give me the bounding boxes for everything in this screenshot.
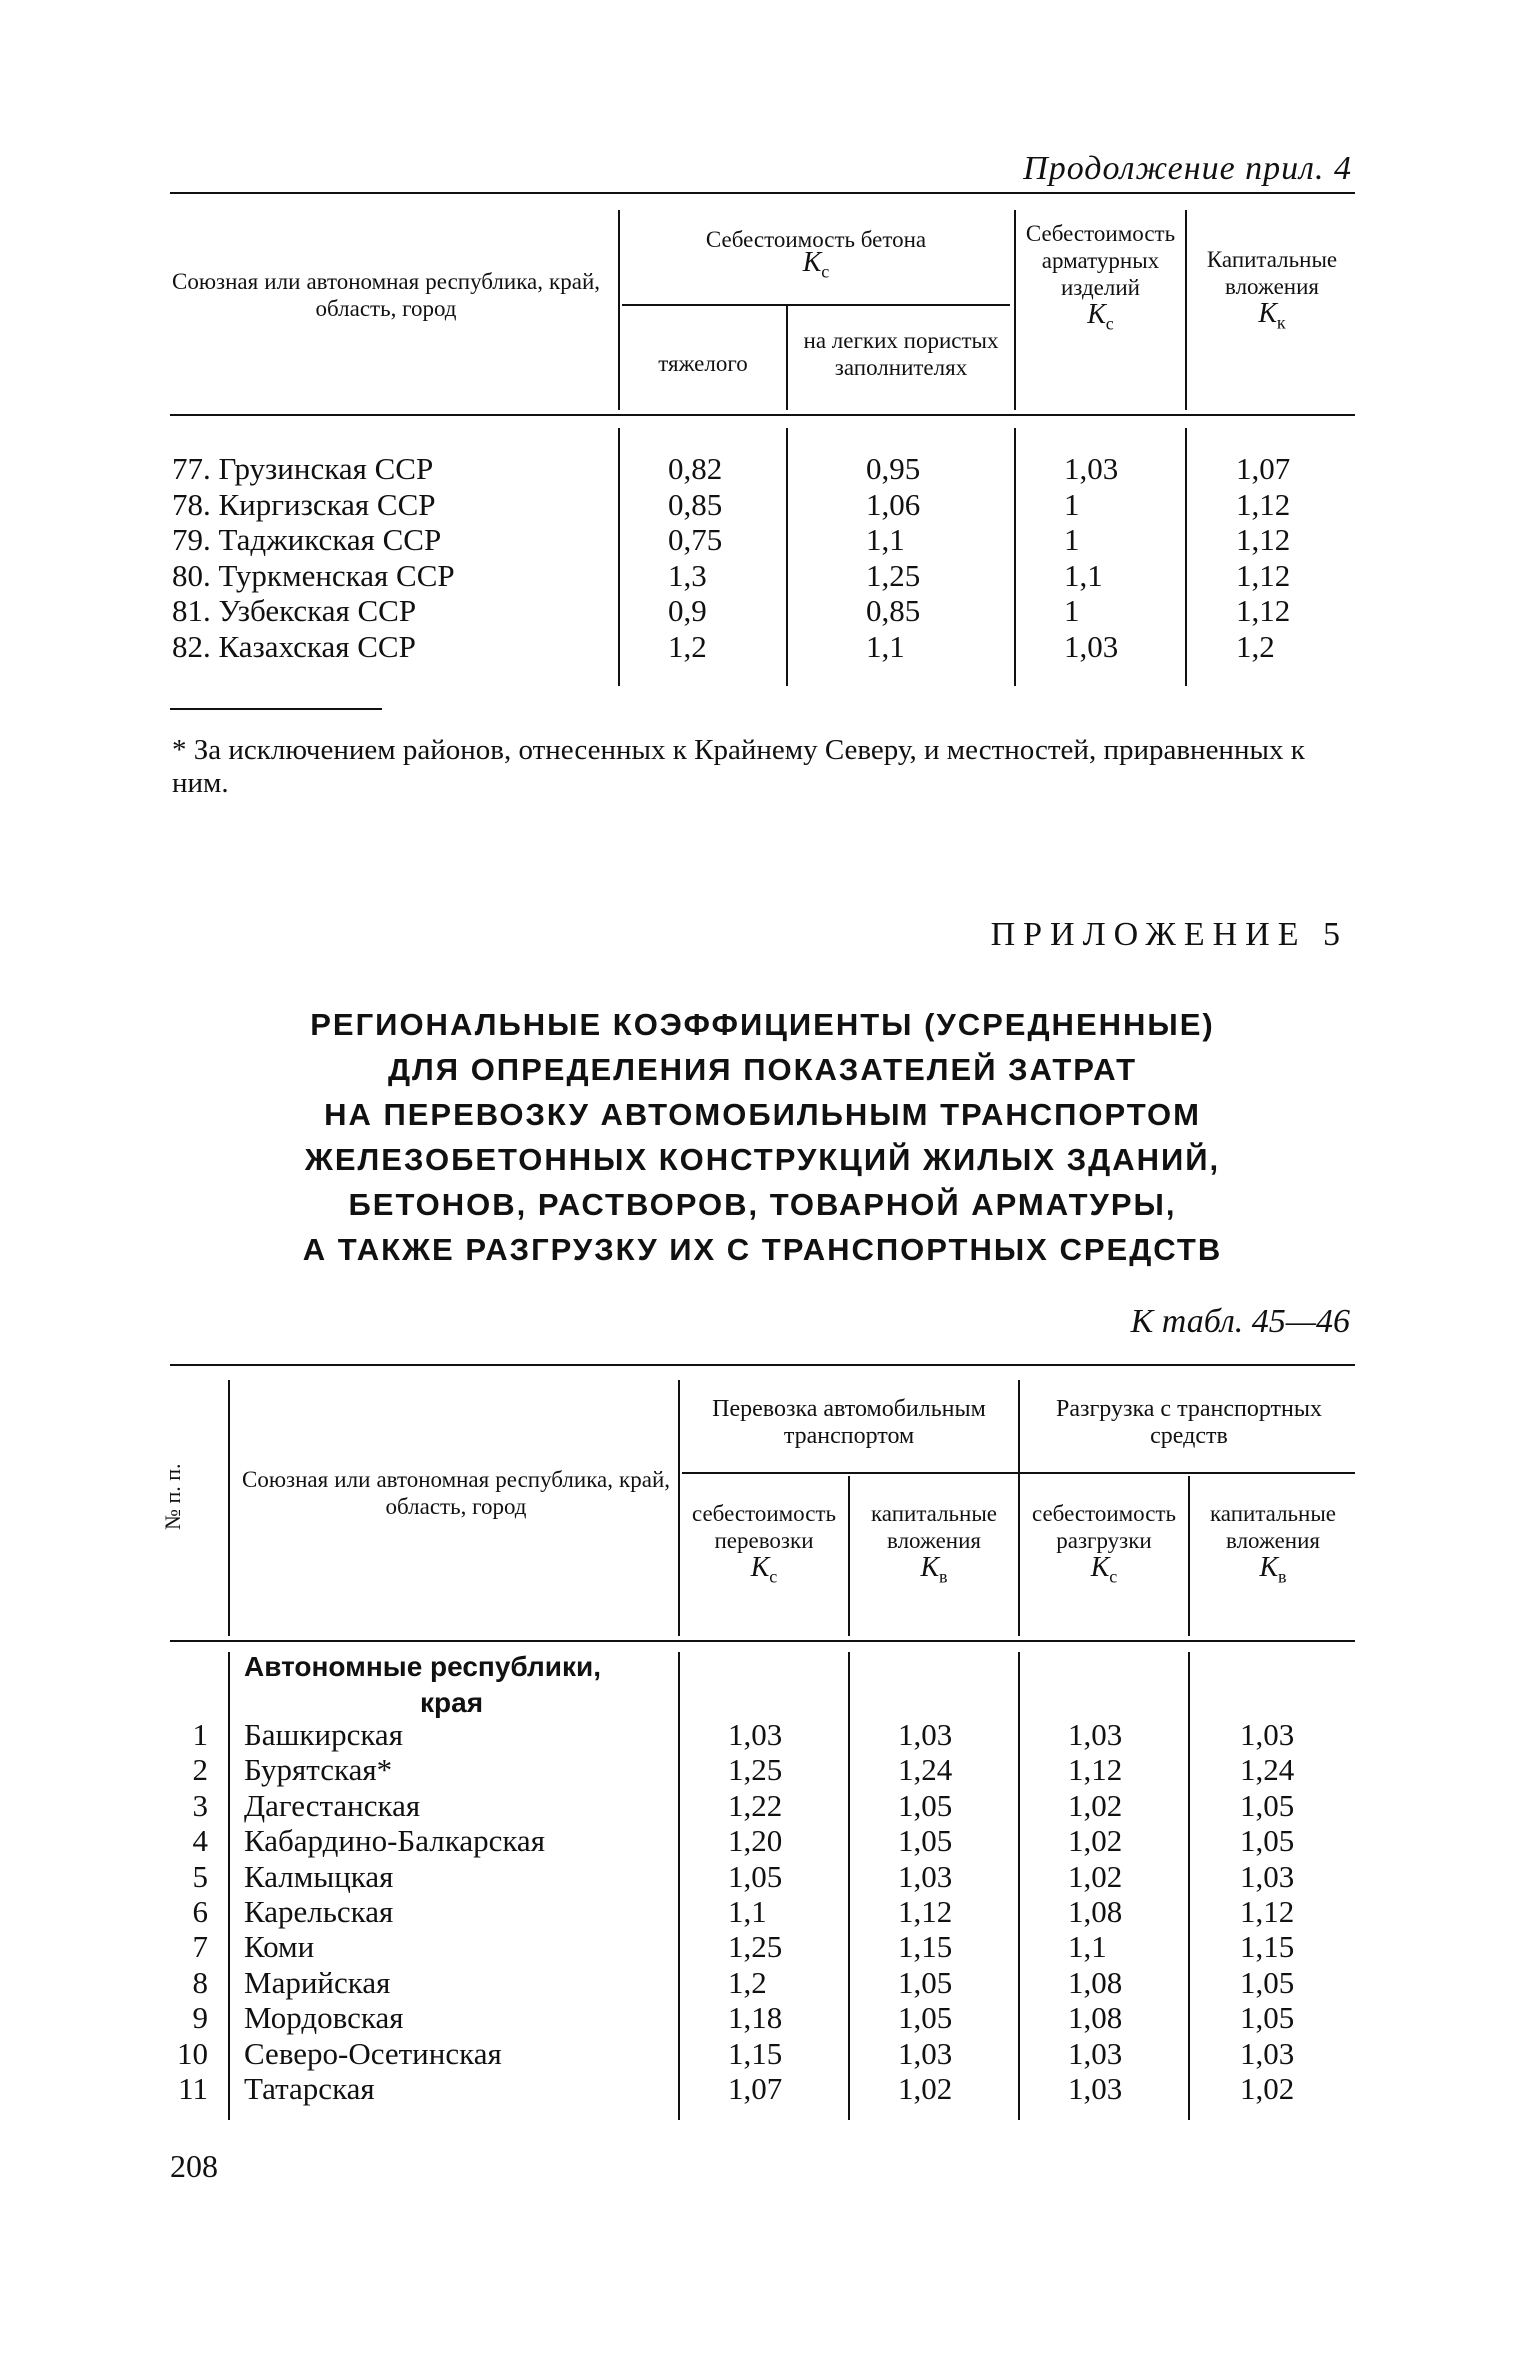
footnote: * За исключением районов, отнесенных к Крайнему Северу, и местностей, приравненных к ним. bbox=[172, 734, 1305, 799]
table-2-cell-transport-capital: 1,15 bbox=[898, 1929, 953, 1965]
table-2-header-un-cap-label: капитальные вложения bbox=[1209, 1501, 1337, 1553]
appendix-title-line: ДЛЯ ОПРЕДЕЛЕНИЯ ПОКАЗАТЕЛЕЙ ЗАТРАТ bbox=[387, 1052, 1138, 1087]
table-2-row-name: Башкирская bbox=[244, 1717, 403, 1752]
table-1-row-name: 82. Казахская ССР bbox=[172, 628, 416, 664]
table-1-header-cost-concrete bbox=[624, 226, 1008, 286]
table-1-row-name: 77. Грузинская ССР bbox=[172, 451, 434, 486]
table-2-row-name: Мордовская bbox=[244, 2000, 404, 2036]
table-1-cell-capital: 1,12 bbox=[1236, 522, 1291, 557]
table-1-cell-heavy: 0,85 bbox=[668, 486, 723, 522]
table-2-vline bbox=[848, 1652, 850, 2120]
table-2-cell-unload-cost: 1,03 bbox=[1068, 2071, 1123, 2106]
table-1-cell-capital: 1,12 bbox=[1236, 486, 1291, 522]
page-number: 208 bbox=[170, 2148, 218, 2184]
table-2-header-rule bbox=[170, 1640, 1355, 1642]
table-1-vline bbox=[1185, 428, 1187, 686]
table-2-header-tr-cap-label: капитальные вложения bbox=[870, 1501, 998, 1553]
table-1-cell-light: 0,95 bbox=[866, 451, 921, 486]
table-2-vline bbox=[1188, 1476, 1190, 1636]
table-2-header-un-cost bbox=[1022, 1500, 1186, 1591]
table-2-cell-unload-cost: 1,08 bbox=[1068, 2000, 1123, 2036]
appendix-title-line: ЖЕЛЕЗОБЕТОННЫХ КОНСТРУКЦИЙ ЖИЛЫХ ЗДАНИЙ, bbox=[304, 1142, 1221, 1177]
table-1-cell-rebar: 1,03 bbox=[1064, 628, 1119, 664]
table-2-cell-transport-cost: 1,25 bbox=[728, 1752, 783, 1788]
table-1-header-rebar bbox=[1018, 220, 1183, 338]
table-2-row-name: Бурятская* bbox=[244, 1752, 393, 1788]
table-1-cell-capital: 1,12 bbox=[1236, 557, 1291, 593]
table-2-cell-unload-capital: 1,02 bbox=[1240, 2071, 1295, 2106]
table-2-row-num: 2 bbox=[192, 1752, 208, 1788]
table-2-header-unload: Разгрузка с транспортных средств bbox=[1055, 1396, 1322, 1449]
table-2-vline bbox=[228, 1380, 230, 1636]
table-1-vline bbox=[1014, 428, 1016, 686]
table-2-cell-transport-cost: 1,1 bbox=[728, 1894, 767, 1929]
table-2-cell-transport-cost: 1,07 bbox=[728, 2071, 783, 2106]
table-2-cell-transport-cost: 1,18 bbox=[728, 2000, 783, 2036]
table-2-header-un-cap bbox=[1192, 1500, 1354, 1591]
table-1-cell-heavy: 0,75 bbox=[668, 522, 723, 557]
table-1-cell-rebar: 1 bbox=[1064, 486, 1080, 522]
k-symbol: К bbox=[1259, 1552, 1279, 1583]
table-1-subheader-rule bbox=[622, 304, 1010, 306]
table-2-row-num: 11 bbox=[178, 2071, 208, 2106]
table-1-row-name: 81. Узбекская ССР bbox=[172, 593, 417, 628]
table-2-header-un-cap-symbol bbox=[1192, 1554, 1354, 1591]
table-1-vline bbox=[618, 210, 620, 410]
table-1-cell-rebar: 1 bbox=[1064, 522, 1080, 557]
table-1-vline bbox=[786, 428, 788, 686]
k-subscript: с bbox=[769, 1566, 778, 1587]
table-2-cell-unload-cost: 1,03 bbox=[1068, 1717, 1123, 1752]
table-2-header-un-cost-symbol bbox=[1022, 1554, 1186, 1591]
table-2-cell-unload-capital: 1,03 bbox=[1240, 2035, 1295, 2071]
table-1-cell-rebar: 1,1 bbox=[1064, 557, 1103, 593]
table-2-header-tr-cost bbox=[682, 1500, 846, 1591]
table-2-header-tr-cap bbox=[852, 1500, 1016, 1591]
table-2-cell-unload-capital: 1,05 bbox=[1240, 1787, 1295, 1823]
table-1-cell-capital: 1,2 bbox=[1236, 628, 1275, 664]
table-1-header-light: на легких пористых заполнителях bbox=[803, 328, 999, 380]
table-2-cell-transport-capital: 1,05 bbox=[898, 1787, 953, 1823]
table-2-cell-transport-capital: 1,05 bbox=[898, 1823, 953, 1859]
appendix-title bbox=[170, 1002, 1355, 1272]
table-1-header-capital-symbol bbox=[1192, 300, 1352, 337]
k-symbol: К bbox=[802, 247, 822, 278]
table-2-header-un-cost-label: себестоимость разгрузки bbox=[1031, 1501, 1177, 1553]
table-2-header-region: Союзная или автономная республика, край, область, город bbox=[242, 1467, 670, 1519]
table-2-cell-unload-cost: 1,12 bbox=[1068, 1752, 1123, 1788]
table-2-cell-unload-cost: 1,08 bbox=[1068, 1894, 1123, 1929]
table-1-vline bbox=[786, 306, 788, 410]
table-1-header-cost-concrete-symbol bbox=[624, 249, 1008, 286]
table-2-vline bbox=[1018, 1380, 1020, 1636]
table-2-top-rule bbox=[170, 1364, 1355, 1366]
table-2-vline bbox=[1018, 1652, 1020, 2120]
table-2-row-name: Дагестанская bbox=[244, 1787, 421, 1823]
table-2-row-name: Татарская bbox=[244, 2071, 375, 2106]
table-1-cell-heavy: 1,3 bbox=[668, 557, 707, 593]
k-subscript: с bbox=[1109, 1566, 1118, 1587]
table-2-cell-unload-cost: 1,02 bbox=[1068, 1823, 1123, 1859]
table-1-cell-light: 1,06 bbox=[866, 486, 921, 522]
table-2-row-name: Марийская bbox=[244, 1964, 391, 2000]
k-subscript: с bbox=[1105, 313, 1114, 334]
table-2-cell-transport-cost: 1,15 bbox=[728, 2035, 783, 2071]
table-2-row-name: Северо-Осетинская bbox=[244, 2035, 502, 2071]
table-1-header-capital bbox=[1192, 246, 1352, 337]
table-1-top-rule bbox=[170, 192, 1355, 194]
table-2-cell-transport-cost: 1,20 bbox=[728, 1823, 783, 1859]
k-symbol: К bbox=[1087, 299, 1106, 330]
table-2-cell-transport-cost: 1,25 bbox=[728, 1929, 783, 1965]
appendix-title-line: БЕТОНОВ, РАСТВОРОВ, ТОВАРНОЙ АРМАТУРЫ, bbox=[348, 1187, 1177, 1222]
table-2-cell-transport-capital: 1,05 bbox=[898, 1964, 953, 2000]
table-2-vline bbox=[678, 1380, 680, 1636]
table-2-cell-transport-cost: 1,05 bbox=[728, 1858, 783, 1894]
table-2-row-num: 5 bbox=[192, 1858, 208, 1894]
table-2-cell-transport-capital: 1,03 bbox=[898, 1717, 953, 1752]
table-2-row-name: Кабардино-Балкарская bbox=[244, 1823, 545, 1859]
table-2-cell-unload-cost: 1,02 bbox=[1068, 1858, 1123, 1894]
table-1-header-rule bbox=[170, 414, 1355, 416]
table-1-header-heavy: тяжелого bbox=[658, 351, 748, 376]
table-2-cell-unload-capital: 1,12 bbox=[1240, 1894, 1295, 1929]
table-2-cell-unload-capital: 1,24 bbox=[1240, 1752, 1295, 1788]
continuation-label: Продолжение прил. 4 bbox=[1023, 150, 1352, 187]
table-2-row-num: 1 bbox=[192, 1717, 208, 1752]
k-subscript: в bbox=[1278, 1566, 1287, 1587]
table-2-cell-unload-capital: 1,15 bbox=[1240, 1929, 1295, 1965]
table-2-cell-transport-cost: 1,03 bbox=[728, 1717, 783, 1752]
table-1-cell-light: 0,85 bbox=[866, 593, 921, 628]
table-2-vline bbox=[228, 1652, 230, 2120]
table-2-cell-transport-capital: 1,05 bbox=[898, 2000, 953, 2036]
table-2-vline bbox=[848, 1476, 850, 1636]
table-2-header-num: № п. п. bbox=[160, 1463, 185, 1530]
table-2-cell-transport-capital: 1,12 bbox=[898, 1894, 953, 1929]
table-2-cell-transport-capital: 1,02 bbox=[898, 2071, 953, 2106]
k-subscript: с bbox=[821, 261, 830, 282]
table-2-vline bbox=[678, 1652, 680, 2120]
table-1-cell-rebar: 1 bbox=[1064, 593, 1080, 628]
table-2-row-num: 4 bbox=[192, 1823, 208, 1859]
table-1-cell-rebar: 1,03 bbox=[1064, 451, 1119, 486]
table-2-row-num: 3 bbox=[192, 1787, 208, 1823]
table-2-row-num: 7 bbox=[192, 1929, 208, 1965]
table-2-cell-transport-cost: 1,2 bbox=[728, 1964, 767, 2000]
table-2-cell-unload-cost: 1,1 bbox=[1068, 1929, 1107, 1965]
table-2-cell-unload-capital: 1,03 bbox=[1240, 1858, 1295, 1894]
k-symbol: К bbox=[920, 1552, 940, 1583]
table-1-row-name: 79. Таджикская ССР bbox=[172, 522, 442, 557]
table-2-row-name: Коми bbox=[244, 1929, 315, 1965]
table-1-row-name: 80. Туркменская ССР bbox=[172, 557, 455, 593]
table-2-cell-transport-capital: 1,03 bbox=[898, 1858, 953, 1894]
appendix-title-line: А ТАКЖЕ РАЗГРУЗКУ ИХ С ТРАНСПОРТНЫХ СРЕДСТВ bbox=[302, 1232, 1223, 1267]
table-2-row-num: 10 bbox=[177, 2035, 208, 2071]
table-1-vline bbox=[1014, 210, 1016, 410]
appendix-title-line: НА ПЕРЕВОЗКУ АВТОМОБИЛЬНЫМ ТРАНСПОРТОМ bbox=[324, 1097, 1201, 1132]
table-1-cell-capital: 1,07 bbox=[1236, 451, 1291, 486]
table-2-header-transport: Перевозка автомобильным транспортом bbox=[712, 1396, 986, 1449]
table-reference: К табл. 45—46 bbox=[1130, 1303, 1350, 1340]
table-2-cell-unload-cost: 1,08 bbox=[1068, 1964, 1123, 2000]
table-1-header-capital-label: Капитальные вложения bbox=[1206, 247, 1338, 299]
table-2-header-tr-cap-symbol bbox=[852, 1554, 1016, 1591]
table-2-cell-unload-cost: 1,03 bbox=[1068, 2035, 1123, 2071]
table-2-cell-transport-capital: 1,03 bbox=[898, 2035, 953, 2071]
table-2-header-tr-cost-symbol bbox=[682, 1554, 846, 1591]
table-1-cell-heavy: 1,2 bbox=[668, 628, 707, 664]
table-2-row-name: Карельская bbox=[244, 1894, 394, 1929]
table-2-cell-unload-cost: 1,02 bbox=[1068, 1787, 1123, 1823]
table-1-header-rebar-label: Себестоимость арматурных изделий bbox=[1025, 221, 1176, 300]
table-1-row-name: 78. Киргизская ССР bbox=[172, 486, 436, 522]
table-1-cell-light: 1,1 bbox=[866, 628, 905, 664]
table-1-cell-light: 1,1 bbox=[866, 522, 905, 557]
table-2-cell-unload-capital: 1,03 bbox=[1240, 1717, 1295, 1752]
table-1-cell-heavy: 0,9 bbox=[668, 593, 707, 628]
table-1-cell-heavy: 0,82 bbox=[668, 451, 723, 486]
table-1-cell-capital: 1,12 bbox=[1236, 593, 1291, 628]
k-subscript: в bbox=[939, 1566, 948, 1587]
table-2-header-tr-cost-label: себестоимость перевозки bbox=[691, 1501, 837, 1553]
k-subscript: к bbox=[1276, 312, 1286, 333]
k-symbol: К bbox=[1090, 1552, 1110, 1583]
table-1-header-region: Союзная или автономная республика, край, область, город bbox=[172, 269, 600, 321]
table-1-header-rebar-symbol bbox=[1018, 301, 1183, 338]
table-2-row-num: 9 bbox=[192, 2000, 208, 2036]
table-1-header-cost-concrete-label: Себестоимость бетона bbox=[705, 227, 927, 252]
table-2-row-name: Калмыцкая bbox=[244, 1858, 394, 1894]
k-symbol: К bbox=[1258, 298, 1277, 329]
table-2-cell-unload-capital: 1,05 bbox=[1240, 2000, 1295, 2036]
table-2-section-heading: края bbox=[420, 1687, 484, 1718]
table-2-cell-transport-capital: 1,24 bbox=[898, 1752, 953, 1788]
table-1-cell-light: 1,25 bbox=[866, 557, 921, 593]
table-2-section-heading: Автономные республики, bbox=[244, 1651, 602, 1682]
appendix-title-line: РЕГИОНАЛЬНЫЕ КОЭФФИЦИЕНТЫ (УСРЕДНЕННЫЕ) bbox=[310, 1007, 1215, 1042]
table-1-vline bbox=[1185, 210, 1187, 410]
k-symbol: К bbox=[750, 1552, 770, 1583]
table-2-row-num: 8 bbox=[192, 1964, 208, 2000]
table-1-vline bbox=[618, 428, 620, 686]
table-2-row-num: 6 bbox=[192, 1894, 208, 1929]
table-2-vline bbox=[1188, 1652, 1190, 2120]
appendix-label: ПРИЛОЖЕНИЕ 5 bbox=[990, 916, 1348, 953]
footnote-rule bbox=[170, 708, 382, 710]
table-2-cell-unload-capital: 1,05 bbox=[1240, 1964, 1295, 2000]
table-2-cell-unload-capital: 1,05 bbox=[1240, 1823, 1295, 1859]
table-2-cell-transport-cost: 1,22 bbox=[728, 1787, 783, 1823]
